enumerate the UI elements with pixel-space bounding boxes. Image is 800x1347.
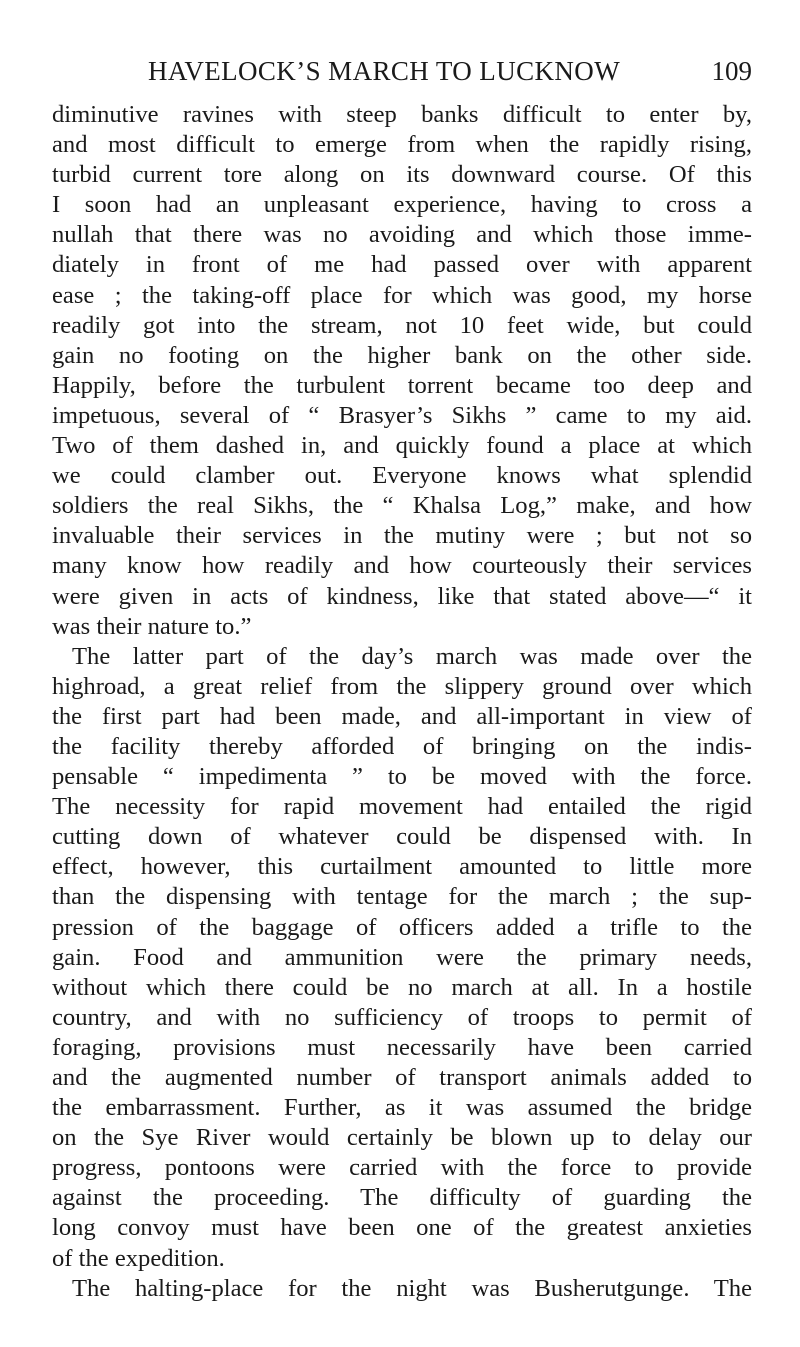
running-title: HAVELOCK’S MARCH TO LUCKNOW [148, 56, 621, 86]
paragraph-first-line: The latter part of the day’s march was made over the [72, 642, 752, 670]
text-line: diately in front of me had passed over with apparent [52, 251, 752, 279]
text-line: gain. Food and ammunition were the primary needs, [52, 943, 752, 971]
text-line: was their nature to.” [52, 612, 252, 640]
text-line: turbid current tore along on its downward course. Of this [52, 161, 752, 189]
text-line: and the augmented number of transport animals added to [52, 1064, 752, 1091]
text-line: ease ; the taking-off place for which was good, my horse [52, 281, 752, 309]
text-line: gain no footing on the higher bank on the other side. [52, 341, 752, 369]
text-line: without which there could be no march at all. In a hostile [52, 973, 752, 1001]
text-line: highroad, a great relief from the slippery ground over which [52, 672, 752, 700]
text-line: invaluable their services in the mutiny were ; but not so [52, 522, 752, 550]
page-number: 109 [711, 56, 752, 86]
paragraph-first-line: The halting-place for the night was Busherutgunge. The [72, 1274, 752, 1302]
text-line: of the expedition. [52, 1244, 225, 1272]
text-line: against the proceeding. The difficulty of guarding the [52, 1184, 752, 1212]
text-line: foraging, provisions must necessarily have been carried [52, 1033, 752, 1061]
body-text [52, 100, 752, 1304]
text-line: and most difficult to emerge from when the rapidly rising, [52, 131, 752, 159]
text-line: diminutive ravines with steep banks difficult to enter by, [52, 101, 752, 128]
text-line: the facility thereby afforded of bringing on the indis- [52, 732, 752, 760]
text-line: the first part had been made, and all-important in view of [52, 702, 752, 730]
text-line: soldiers the real Sikhs, the “ Khalsa Log,” make, and how [52, 492, 752, 520]
text-line: cutting down of whatever could be dispensed with. In [52, 823, 752, 851]
text-line: the embarrassment. Further, as it was assumed the bridge [52, 1094, 752, 1122]
text-line: Happily, before the turbulent torrent became too deep and [52, 371, 752, 399]
text-line: I soon had an unpleasant experience, having to cross a [52, 191, 752, 219]
text-line: nullah that there was no avoiding and which those imme- [52, 221, 752, 249]
text-line: on the Sye River would certainly be blown up to delay our [52, 1124, 752, 1152]
text-line: were given in acts of kindness, like that stated above—“ it [52, 582, 752, 610]
text-line: The necessity for rapid movement had entailed the rigid [52, 793, 752, 821]
text-line: country, and with no sufficiency of troops to permit of [52, 1003, 752, 1031]
text-line: Two of them dashed in, and quickly found a place at which [52, 432, 752, 460]
text-line: long convoy must have been one of the greatest anxieties [52, 1214, 752, 1242]
text-line: than the dispensing with tentage for the march ; the sup- [52, 883, 752, 911]
text-line: effect, however, this curtailment amounted to little more [52, 853, 752, 881]
text-line: progress, pontoons were carried with the force to provide [52, 1154, 752, 1182]
text-line: we could clamber out. Everyone knows what splendid [52, 462, 752, 490]
text-line: readily got into the stream, not 10 feet wide, but could [52, 311, 752, 339]
running-head [52, 56, 752, 96]
text-line: pression of the baggage of officers added a trifle to the [52, 913, 752, 941]
text-line: many know how readily and how courteously their services [52, 552, 752, 580]
text-line: pensable “ impedimenta ” to be moved with the force. [52, 763, 752, 791]
text-line: impetuous, several of “ Brasyer’s Sikhs ” came to my aid. [52, 401, 752, 429]
